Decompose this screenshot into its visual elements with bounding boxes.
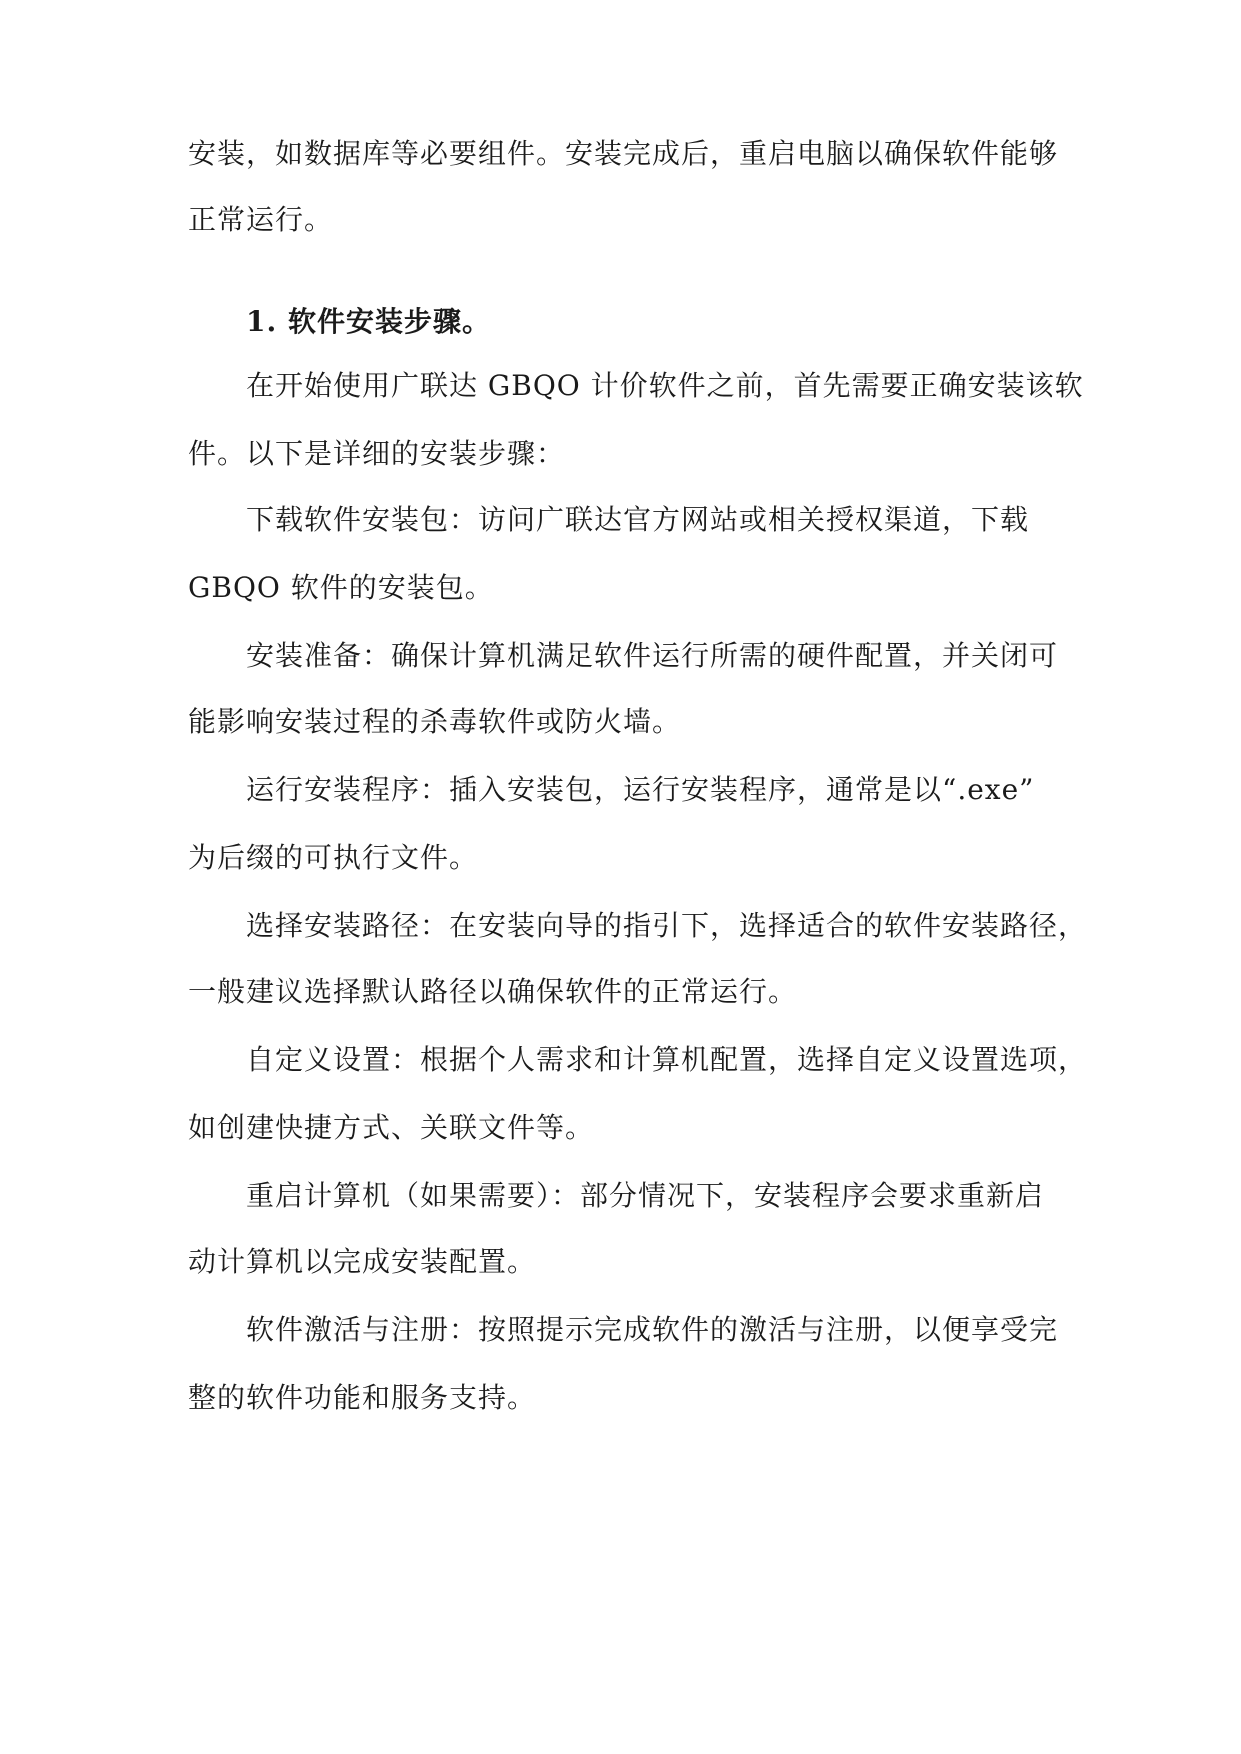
step-line: 自定义设置：根据个人需求和计算机配置，选择自定义设置选项， <box>246 1043 1088 1076</box>
step-line: 重启计算机（如果需要）：部分情况下，安装程序会要求重新启 <box>246 1179 1045 1212</box>
paragraph-line: 件。以下是详细的安装步骤： <box>188 437 566 470</box>
step-line: 整的软件功能和服务支持。 <box>188 1381 537 1414</box>
step-line: 如创建快捷方式、关联文件等。 <box>188 1111 595 1144</box>
step-line: GBQO 软件的安装包。 <box>188 571 494 604</box>
step-line: 运行安装程序：插入安装包，运行安装程序，通常是以“.exe” <box>246 773 1035 806</box>
paragraph-line: 正常运行。 <box>188 203 334 236</box>
paragraph-line: 在开始使用广联达 GBQO 计价软件之前，首先需要正确安装该软 <box>246 369 1084 402</box>
step-line: 能影响安装过程的杀毒软件或防火墙。 <box>188 705 682 738</box>
step-line: 动计算机以完成安装配置。 <box>188 1245 537 1278</box>
section-heading: 1. 软件安装步骤。 <box>246 305 491 338</box>
step-line: 安装准备：确保计算机满足软件运行所需的硬件配置，并关闭可 <box>246 639 1059 672</box>
step-line: 下载软件安装包：访问广联达官方网站或相关授权渠道，下载 <box>246 503 1030 536</box>
paragraph-line: 安装，如数据库等必要组件。安装完成后，重启电脑以确保软件能够 <box>188 137 1059 170</box>
step-line: 一般建议选择默认路径以确保软件的正常运行。 <box>188 975 798 1008</box>
step-line: 软件激活与注册：按照提示完成软件的激活与注册，以便享受完 <box>246 1313 1059 1346</box>
step-line: 为后缀的可执行文件。 <box>188 841 479 874</box>
step-line: 选择安装路径：在安装向导的指引下，选择适合的软件安装路径， <box>246 909 1088 942</box>
